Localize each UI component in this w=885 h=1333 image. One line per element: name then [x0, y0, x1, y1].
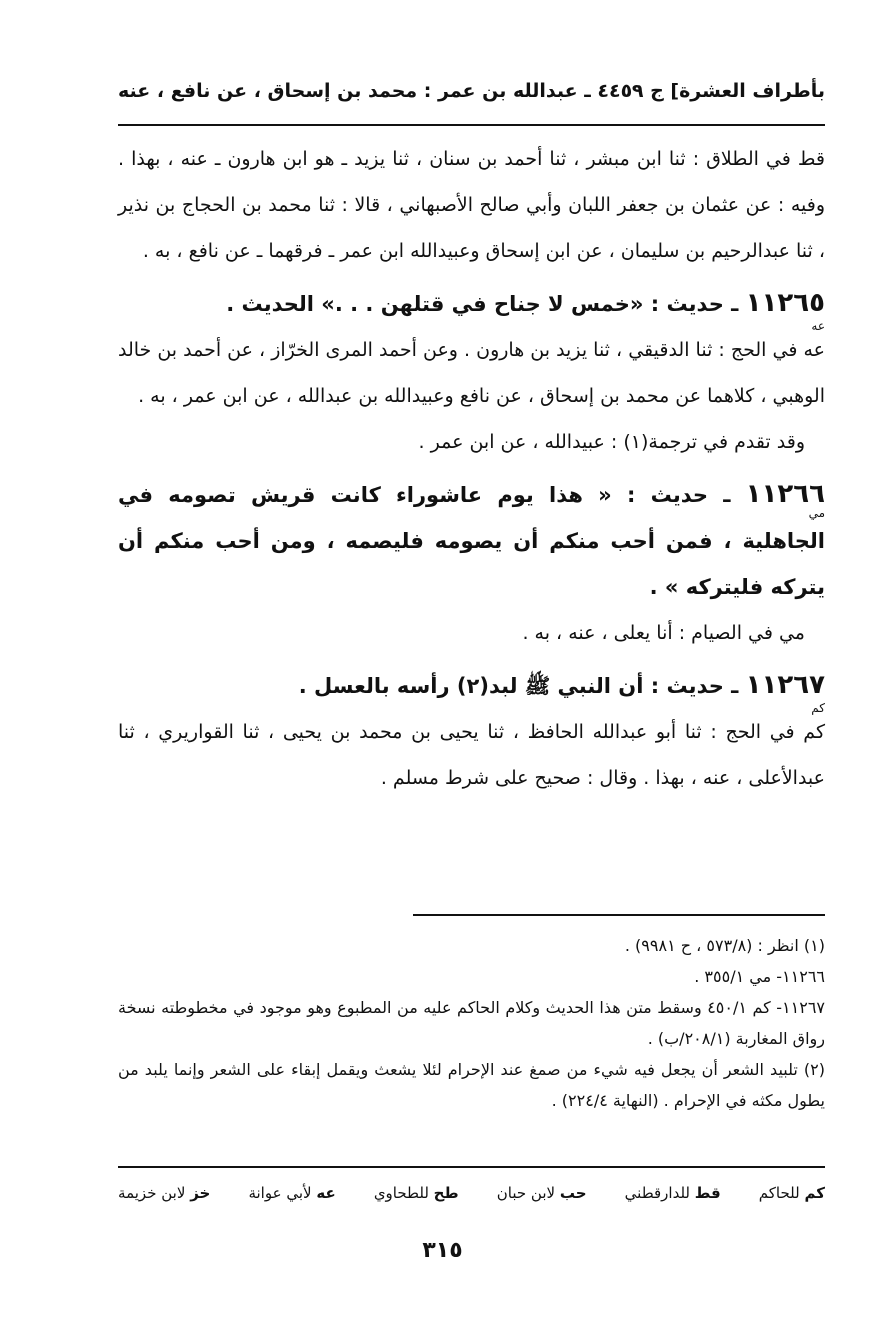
footnotes	[118, 930, 825, 1116]
abbreviations-rule	[118, 1166, 825, 1168]
header-section-title: ٤٤٥ ـ عبدالله بن عمر : محمد بن إسحاق ، عن نافع ، عنه	[118, 80, 633, 102]
abbr-item: خز لابن خزيمة	[118, 1184, 211, 1202]
paragraph-1: قط في الطلاق : ثنا ابن مبشر ، ثنا أحمد بن سنان ، ثنا يزيد ـ هو ابن هارون ـ عنه ، بهذا . وفيه : عن عثمان بن جعفر اللبان وأبي صالح الأصبهاني ، قالا : ثنا محمد بن الحجاج بن نذير ، ثنا عبدالرحيم بن سليمان ، عن ابن إسحاق وعبيدالله ابن عمر ـ فرقهما ـ عن نافع ، به .	[118, 148, 825, 262]
footnote-1: (١) انظر : (٥٧٣/٨ ، ح ٩٩٨١) .	[624, 936, 825, 955]
hadith-heading: ـ حديث : أن النبي ﷺ لبد(٢) رأسه بالعسل .	[298, 674, 739, 698]
main-text	[118, 136, 825, 801]
abbr-item: حب لابن حبان	[496, 1184, 587, 1202]
running-header	[118, 74, 825, 114]
hadith-11266	[118, 471, 825, 610]
hadith-heading: ـ حديث : « هذا يوم عاشوراء كانت قريش تصومه في الجاهلية ، فمن أحب منكم أن يصومه فليصمه ، ومن أحب منكم أن يتركه فليتركه » .	[118, 483, 825, 599]
paragraph-2: عه في الحج : ثنا الدقيقي ، ثنا يزيد بن هارون . وعن أحمد المرى الخرّاز ، عن أحمد بن خالد الوهبي ، كلاهما عن محمد بن إسحاق ، عن نافع وعبيدالله بن عبدالله ، عن ابن عمر ، به .	[118, 339, 825, 407]
hadith-11267	[118, 662, 825, 715]
page-number: ٣١٥	[422, 1238, 463, 1263]
hadith-heading: ـ حديث : «خمس لا جناح في قتلهن . . .» الحديث .	[226, 292, 739, 316]
abbr-item: عه لأبي عوانة	[248, 1184, 336, 1202]
abbreviations-key	[118, 1184, 825, 1214]
paragraph-5: كم في الحج : ثنا أبو عبدالله الحافظ ، ثنا يحيى بن محمد بن يحيى ، ثنا القواريري ، ثنا عبدالأعلى ، عنه ، بهذا . وقال : صحيح على شرط مسلم .	[118, 721, 825, 789]
hadith-number: ١١٢٦٧	[745, 670, 825, 700]
abbr-item: طح للطحاوي	[373, 1184, 459, 1202]
paragraph-4: مي في الصيام : أنا يعلى ، عنه ، به .	[522, 622, 805, 644]
footnote-11267: ١١٢٦٧- كم ٤٥٠/١ وسقط متن هذا الحديث وكلام الحاكم عليه من المطبوع وهو موجود في مخطوطته نسخة رواق المغاربة (٢٠٨/١/ب) .	[118, 998, 826, 1048]
hadith-11265	[118, 280, 825, 333]
header-volume: بأطراف العشرة] ج ٩	[631, 80, 825, 102]
hadith-number: ١١٢٦٥	[745, 288, 825, 318]
hadith-siglum: مي	[808, 506, 825, 520]
header-rule	[118, 124, 825, 126]
hadith-siglum: كم	[811, 701, 825, 715]
abbr-item: كم للحاكم	[758, 1184, 825, 1202]
hadith-siglum: عه	[811, 319, 825, 333]
footnote-2: (٢) تلبيد الشعر أن يجعل فيه شيء من صمغ عند الإحرام لئلا يشعث ويقمل إبقاء على الشعر وإنما يلبد من يطول مكثه في الإحرام . (النهاية ٢٢٤/٤) .	[118, 1060, 825, 1110]
hadith-number: ١١٢٦٦	[745, 479, 825, 509]
abbr-item: قط للدارقطني	[624, 1184, 721, 1202]
footnote-rule	[413, 914, 825, 916]
paragraph-3: وقد تقدم في ترجمة(١) : عبيدالله ، عن ابن عمر .	[418, 431, 805, 453]
footnote-11266: ١١٢٦٦- مي ٣٥٥/١ .	[694, 967, 825, 986]
